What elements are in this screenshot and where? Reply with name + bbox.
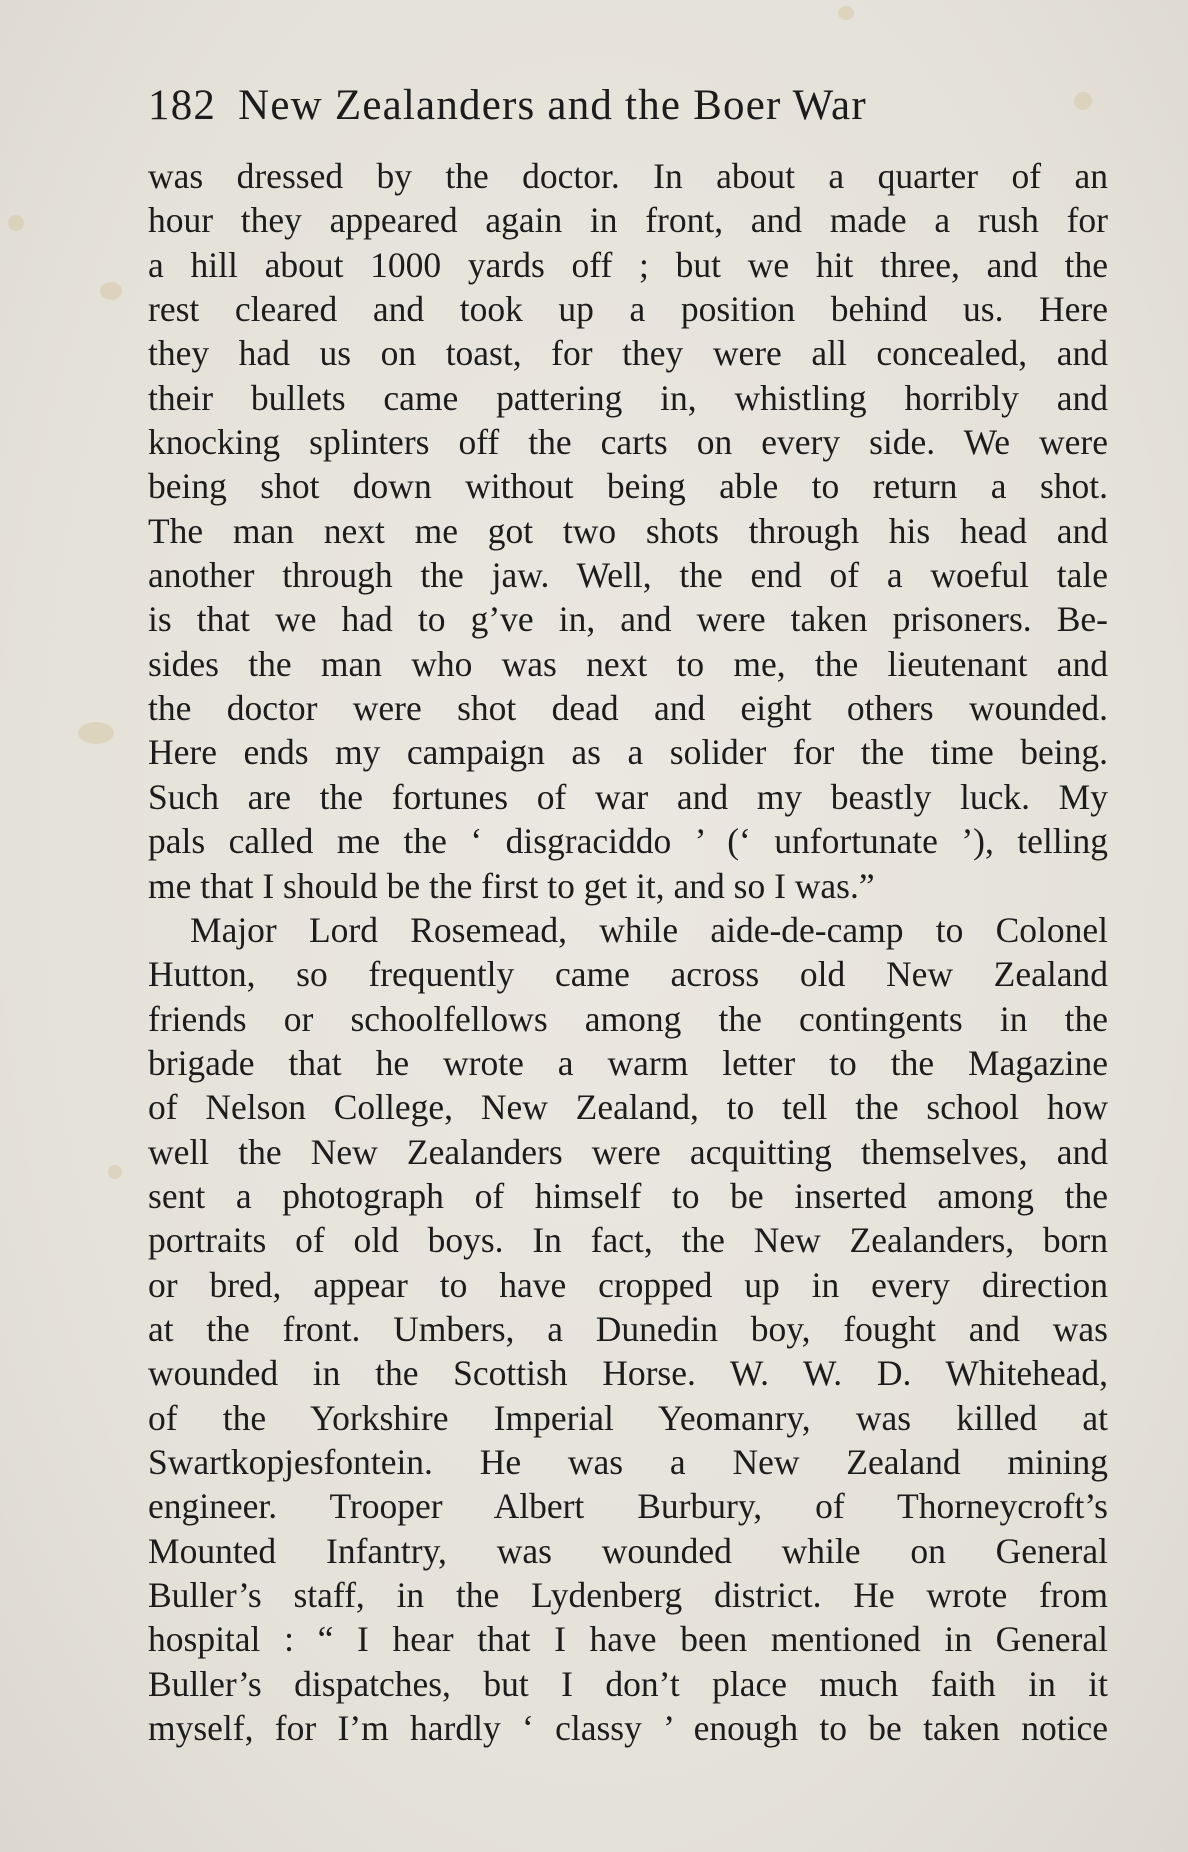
text-line: of the Yorkshire Imperial Yeomanry, was killed at [148,1397,1108,1438]
text-line: Hutton, so frequently came across old New Zealand [148,954,1108,995]
text-line: of Nelson College, New Zealand, to tell the school how [148,1087,1108,1128]
text-line: wounded in the Scottish Horse. W. W. D. Whitehead, [148,1353,1108,1394]
text-line: The man next me got two shots through his head and [148,510,1108,551]
body-text [148,154,1108,1750]
text-line: friends or schoolfellows among the contingents in the [148,998,1108,1039]
text-line: portraits of old boys. In fact, the New Zealanders, born [148,1220,1108,1261]
paper-stain [8,215,24,231]
text-line: sent a photograph of himself to be inserted among the [148,1175,1108,1216]
text-line: another through the jaw. Well, the end of a woeful tale [148,555,1108,596]
text-line: their bullets came pattering in, whistling horribly and [148,377,1108,418]
text-line: Mounted Infantry, was wounded while on General [148,1530,1108,1571]
text-line: knocking splinters off the carts on every side. We were [148,422,1108,463]
running-header [148,78,1108,134]
text-line: was dressed by the doctor. In about a quarter of an [148,156,1108,196]
text-line: myself, for I’m hardly ‘ classy ’ enough to be taken notice [148,1708,1108,1749]
text-line: sides the man who was next to me, the lieutenant and [148,643,1108,684]
text-line: rest cleared and took up a position behind us. Here [148,289,1108,330]
text-line: is that we had to g’ve in, and were taken prisoners. Be- [148,599,1108,640]
text-line: Buller’s staff, in the Lydenberg district. He wrote from [148,1575,1108,1615]
text-line: or bred, appear to have cropped up in every direction [148,1264,1108,1305]
text-line: pals called me the ‘ disgraciddo ’ (‘ unfortunate ’), telling [148,821,1108,862]
text-line: hospital : “ I hear that I have been mentioned in General [148,1619,1108,1660]
paper-stain [100,282,122,300]
text-line: the doctor were shot dead and eight others wounded. [148,688,1108,729]
text-line: brigade that he wrote a warm letter to the Magazine [148,1042,1108,1083]
text-line: they had us on toast, for they were all concealed, and [148,333,1108,374]
running-title: New Zealanders and the Boer War [238,82,867,129]
text-line: at the front. Umbers, a Dunedin boy, fought and was [148,1308,1108,1349]
text-line: well the New Zealanders were acquitting themselves, and [148,1131,1108,1172]
paper-stain [78,722,114,744]
paper-stain [108,1165,122,1179]
paragraph-end-line: me that I should be the first to get it, and so I was.” [148,865,875,906]
text-line: engineer. Trooper Albert Burbury, of Thorneycroft’s [148,1486,1108,1527]
text-line: Buller’s dispatches, but I don’t place much faith in it [148,1663,1108,1704]
paragraph-start-line: Major Lord Rosemead, while aide-de-camp to Colonel [190,909,1108,950]
text-line: hour they appeared again in front, and made a rush for [148,200,1108,241]
text-line: a hill about 1000 yards off ; but we hit three, and the [148,244,1108,285]
text-line: Such are the fortunes of war and my beastly luck. My [148,776,1108,817]
paper-stain [838,6,854,20]
page-number: 182 [148,82,217,129]
text-line: Here ends my campaign as a solider for the time being. [148,732,1108,773]
text-line: Swartkopjesfontein. He was a New Zealand mining [148,1441,1108,1482]
text-line: being shot down without being able to return a shot. [148,466,1108,507]
